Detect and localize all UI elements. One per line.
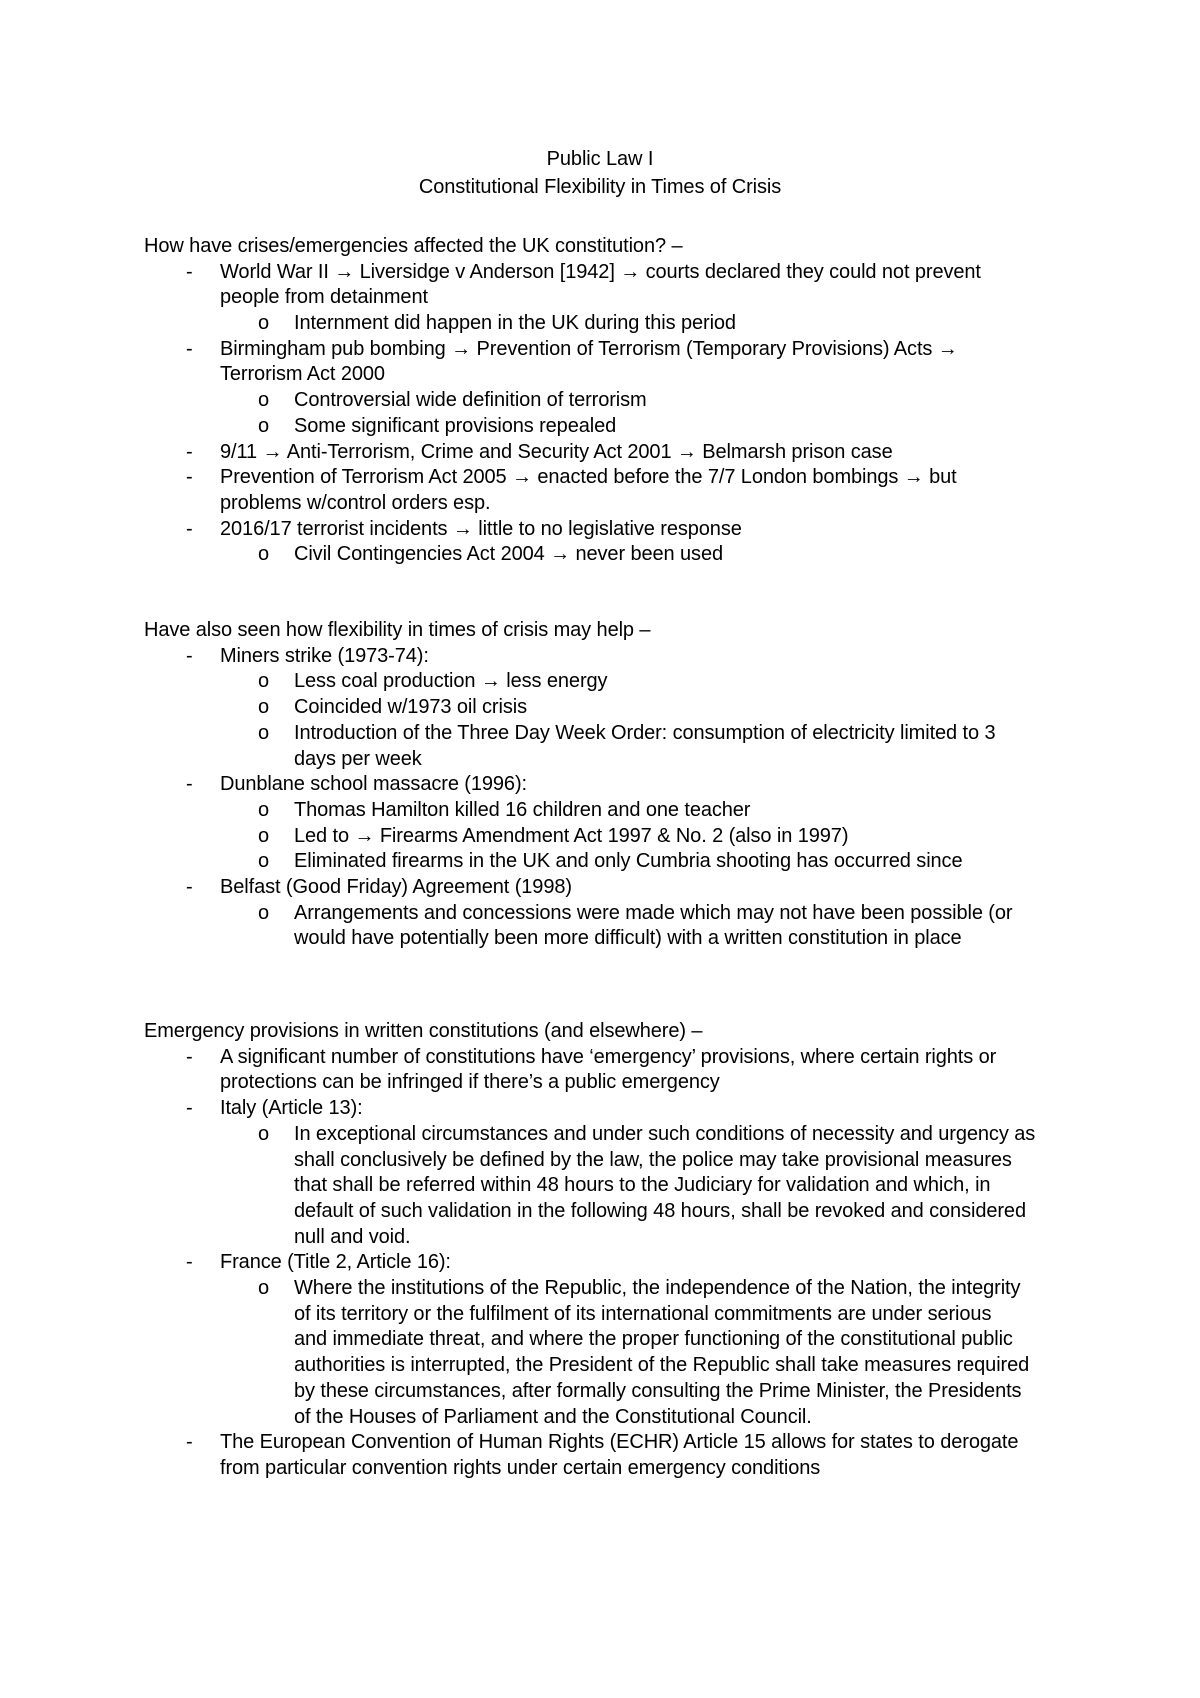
- bullet-dash-marker: -: [186, 876, 193, 898]
- sub-bullet-item-line: authorities is interrupted, the President of the Republic shall take measures required: [294, 1354, 1030, 1376]
- bullet-item-line: protections can be infringed if there’s a public emergency: [220, 1071, 720, 1093]
- bullet-dash-marker: -: [186, 1251, 193, 1273]
- sub-bullet-item-line: Eliminated firearms in the UK and only Cumbria shooting has occurred since: [294, 850, 963, 872]
- bullet-item-line: from particular convention rights under certain emergency conditions: [220, 1457, 821, 1479]
- sub-bullet-item-line: Some significant provisions repealed: [294, 415, 617, 437]
- sub-bullet-circle-marker: o: [258, 389, 270, 411]
- sub-bullet-item-line: Where the institutions of the Republic, the independence of the Nation, the integrity: [294, 1277, 1021, 1299]
- sub-bullet-circle-marker: o: [258, 850, 270, 872]
- bullet-item-line: The European Convention of Human Rights (ECHR) Article 15 allows for states to derogate: [220, 1431, 1019, 1453]
- bullet-item-line: Birmingham pub bombing → Prevention of Terrorism (Temporary Provisions) Acts →: [220, 338, 958, 360]
- sub-bullet-item-line: In exceptional circumstances and under such conditions of necessity and urgency as: [294, 1123, 1036, 1145]
- section-heading: Emergency provisions in written constitutions (and elsewhere) –: [144, 1020, 703, 1042]
- bullet-item-line: Italy (Article 13):: [220, 1097, 363, 1119]
- sub-bullet-circle-marker: o: [258, 799, 270, 821]
- sub-bullet-circle-marker: o: [258, 825, 270, 847]
- bullet-item-line: people from detainment: [220, 286, 428, 308]
- sub-bullet-item-line: Controversial wide definition of terrorism: [294, 389, 647, 411]
- sub-bullet-item-line: that shall be referred within 48 hours to the Judiciary for validation and which, in: [294, 1174, 991, 1196]
- bullet-dash-marker: -: [186, 338, 193, 360]
- sub-bullet-item-line: and immediate threat, and where the proper functioning of the constitutional public: [294, 1328, 1013, 1350]
- sub-bullet-circle-marker: o: [258, 902, 270, 924]
- section-heading: How have crises/emergencies affected the UK constitution? –: [144, 235, 683, 257]
- sub-bullet-item-line: days per week: [294, 748, 422, 770]
- sub-bullet-circle-marker: o: [258, 1277, 270, 1299]
- bullet-dash-marker: -: [186, 261, 193, 283]
- sub-bullet-circle-marker: o: [258, 722, 270, 744]
- bullet-dash-marker: -: [186, 466, 193, 488]
- document-topic-title: Constitutional Flexibility in Times of Crisis: [418, 176, 782, 198]
- bullet-dash-marker: -: [186, 773, 193, 795]
- bullet-item-line: World War II → Liversidge v Anderson [1942] → courts declared they could not prevent: [220, 261, 981, 283]
- bullet-item-line: Terrorism Act 2000: [220, 363, 385, 385]
- bullet-item-line: Prevention of Terrorism Act 2005 → enacted before the 7/7 London bombings → but: [220, 466, 957, 488]
- sub-bullet-circle-marker: o: [258, 415, 270, 437]
- sub-bullet-circle-marker: o: [258, 543, 270, 565]
- sub-bullet-item-line: of its territory or the fulfilment of its international commitments are under serious: [294, 1303, 992, 1325]
- sub-bullet-item-line: Less coal production → less energy: [294, 670, 608, 692]
- bullet-item-line: A significant number of constitutions have ‘emergency’ provisions, where certain rights or: [220, 1046, 997, 1068]
- bullet-dash-marker: -: [186, 1431, 193, 1453]
- document-course-title: Public Law I: [546, 148, 654, 170]
- sub-bullet-item-line: Arrangements and concessions were made which may not have been possible (or: [294, 902, 1013, 924]
- bullet-item-line: problems w/control orders esp.: [220, 492, 491, 514]
- sub-bullet-circle-marker: o: [258, 312, 270, 334]
- bullet-dash-marker: -: [186, 518, 193, 540]
- bullet-item-line: Belfast (Good Friday) Agreement (1998): [220, 876, 572, 898]
- bullet-dash-marker: -: [186, 1046, 193, 1068]
- bullet-dash-marker: -: [186, 1097, 193, 1119]
- bullet-item-line: 2016/17 terrorist incidents → little to no legislative response: [220, 518, 742, 540]
- bullet-dash-marker: -: [186, 645, 193, 667]
- sub-bullet-item-line: would have potentially been more difficult) with a written constitution in place: [294, 927, 962, 949]
- section-heading: Have also seen how flexibility in times of crisis may help –: [144, 619, 651, 641]
- sub-bullet-item-line: null and void.: [294, 1226, 411, 1248]
- sub-bullet-item-line: default of such validation in the following 48 hours, shall be revoked and considered: [294, 1200, 1026, 1222]
- sub-bullet-item-line: Led to → Firearms Amendment Act 1997 & No. 2 (also in 1997): [294, 825, 849, 847]
- bullet-dash-marker: -: [186, 441, 193, 463]
- sub-bullet-circle-marker: o: [258, 696, 270, 718]
- sub-bullet-item-line: of the Houses of Parliament and the Constitutional Council.: [294, 1406, 812, 1428]
- sub-bullet-item-line: Coincided w/1973 oil crisis: [294, 696, 527, 718]
- sub-bullet-item-line: Internment did happen in the UK during this period: [294, 312, 736, 334]
- sub-bullet-item-line: Introduction of the Three Day Week Order: consumption of electricity limited to 3: [294, 722, 996, 744]
- bullet-item-line: 9/11 → Anti-Terrorism, Crime and Security Act 2001 → Belmarsh prison case: [220, 441, 893, 463]
- sub-bullet-item-line: shall conclusively be defined by the law, the police may take provisional measures: [294, 1149, 1012, 1171]
- sub-bullet-circle-marker: o: [258, 670, 270, 692]
- sub-bullet-item-line: by these circumstances, after formally consulting the Prime Minister, the Presidents: [294, 1380, 1022, 1402]
- sub-bullet-item-line: Civil Contingencies Act 2004 → never been used: [294, 543, 723, 565]
- bullet-item-line: Dunblane school massacre (1996):: [220, 773, 527, 795]
- bullet-item-line: France (Title 2, Article 16):: [220, 1251, 451, 1273]
- bullet-item-line: Miners strike (1973-74):: [220, 645, 429, 667]
- sub-bullet-item-line: Thomas Hamilton killed 16 children and one teacher: [294, 799, 751, 821]
- sub-bullet-circle-marker: o: [258, 1123, 270, 1145]
